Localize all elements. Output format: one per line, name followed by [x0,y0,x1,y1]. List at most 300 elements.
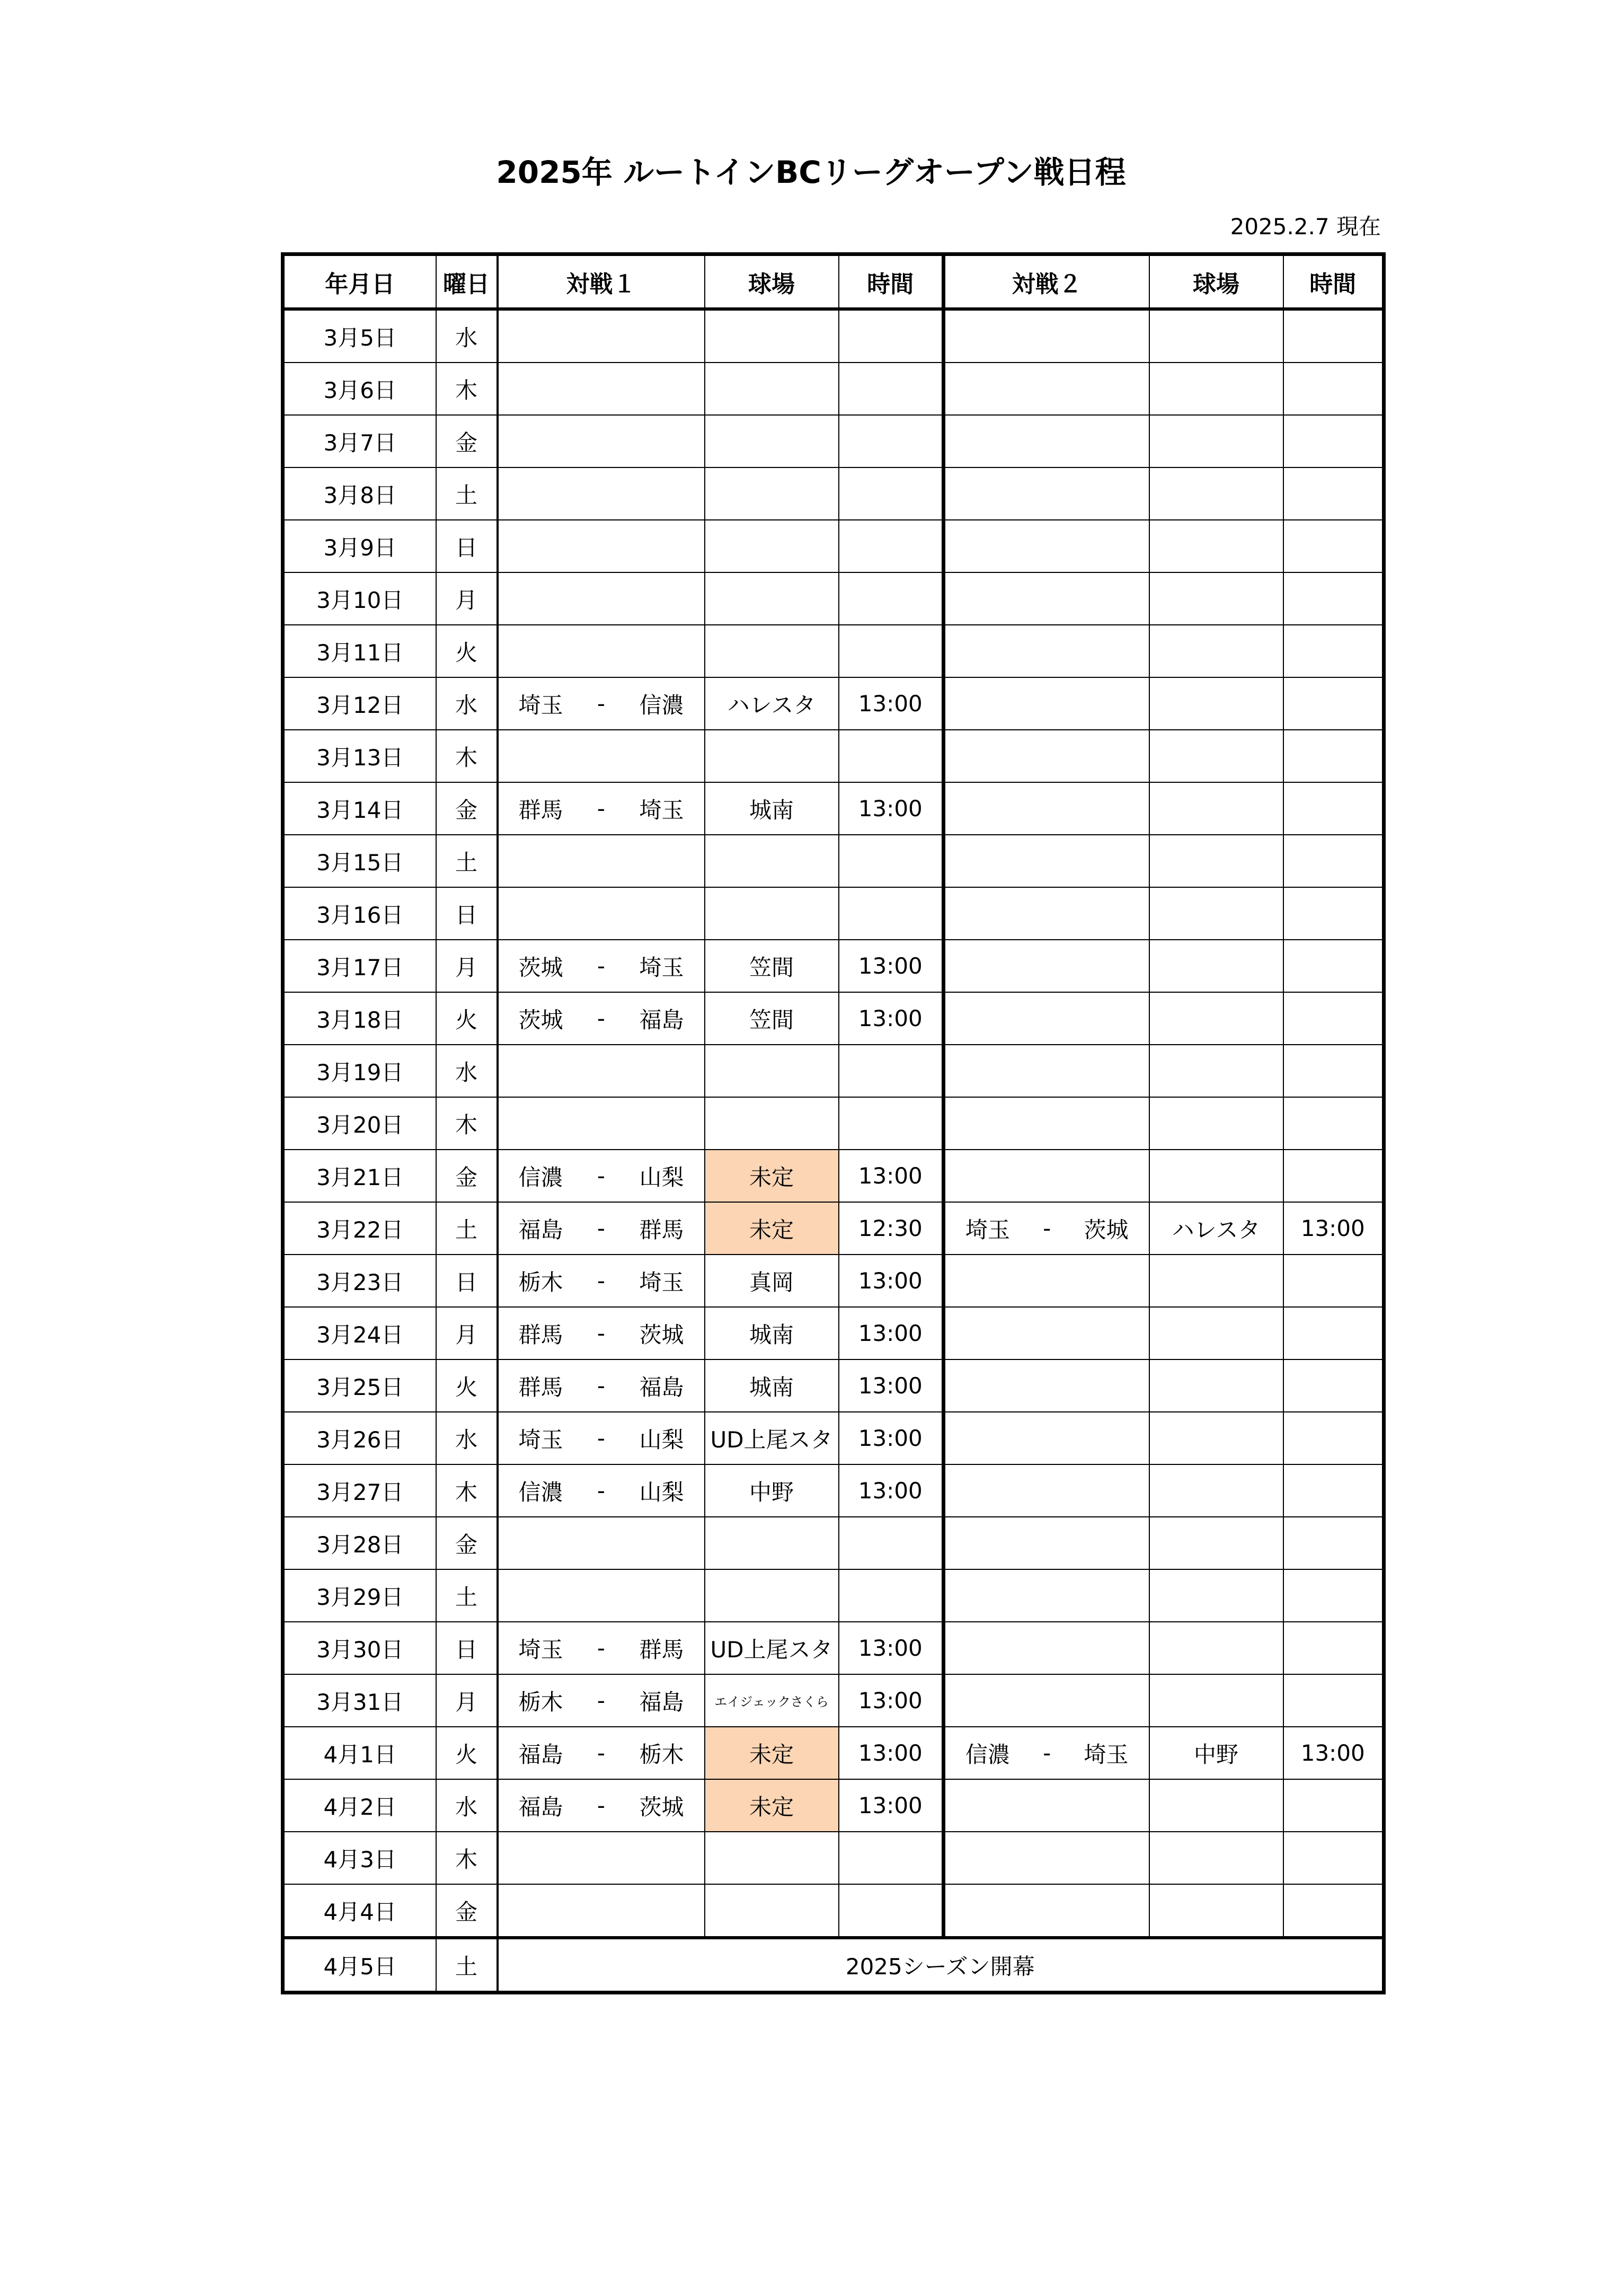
match1-cell [498,363,705,415]
table-row [283,1359,1384,1412]
match1-home-team: 茨城 [518,954,563,981]
weekday-cell: 水 [436,1779,498,1832]
venue1-cell: 真岡 [705,1255,839,1307]
match1-away-team: 福島 [639,1006,684,1033]
weekday-cell: 木 [436,730,498,782]
match2-teams [945,1737,1149,1769]
venue2-cell [1149,1307,1283,1359]
time1-cell: 13:00 [839,1150,944,1202]
weekday-cell: 水 [436,1412,498,1464]
weekday-cell: 木 [436,1464,498,1517]
match1-dash: - [597,1320,606,1346]
time1-cell: 13:00 [839,1464,944,1517]
time2-cell [1283,1150,1384,1202]
weekday-cell: 水 [436,677,498,730]
match1-teams [499,793,704,825]
header-venue2: 球場 [1149,254,1283,310]
match1-away-team: 山梨 [639,1426,684,1453]
match1-cell [498,1832,705,1884]
weekday-cell: 木 [436,1097,498,1150]
table-row [283,1307,1384,1359]
date-cell: 3月26日 [283,1412,436,1464]
match2-cell [944,1412,1149,1464]
time2-cell [1283,520,1384,572]
date-cell: 4月4日 [283,1884,436,1938]
match1-cell [498,1884,705,1938]
match2-cell [944,1832,1149,1884]
venue1-cell: UD上尾スタ [705,1622,839,1674]
time2-cell: 13:00 [1283,1727,1384,1779]
match1-teams [499,1475,704,1507]
match1-dash: - [597,796,606,822]
venue1-cell [705,1569,839,1622]
match2-teams [945,1213,1149,1244]
match2-away-team: 茨城 [1084,1216,1129,1243]
match2-away-team: 埼玉 [1084,1741,1129,1768]
match1-home-team: 埼玉 [518,1426,563,1453]
season-opening-row [283,1938,1384,1993]
match1-home-team: 埼玉 [518,692,563,718]
date-cell: 3月20日 [283,1097,436,1150]
time2-cell [1283,1412,1384,1464]
venue1-cell [705,1517,839,1569]
time1-cell: 13:00 [839,1674,944,1727]
table-row [283,887,1384,940]
table-row [283,835,1384,887]
venue1-cell: 城南 [705,782,839,835]
match2-cell [944,467,1149,520]
match1-cell [498,1307,705,1359]
date-cell: 4月5日 [283,1938,436,1993]
time2-cell [1283,625,1384,677]
time1-cell [839,1097,944,1150]
date-cell: 3月15日 [283,835,436,887]
venue2-cell [1149,1359,1283,1412]
match2-cell [944,1779,1149,1832]
date-cell: 3月9日 [283,520,436,572]
match2-cell [944,1359,1149,1412]
venue1-cell [705,520,839,572]
table-row [283,1045,1384,1097]
venue1-cell [705,572,839,625]
match1-cell [498,1569,705,1622]
date-cell: 3月18日 [283,992,436,1045]
weekday-cell: 土 [436,467,498,520]
venue1-cell: 笠間 [705,992,839,1045]
match1-cell [498,520,705,572]
venue2-cell [1149,415,1283,467]
weekday-cell: 土 [436,835,498,887]
time2-cell [1283,992,1384,1045]
date-cell: 3月21日 [283,1150,436,1202]
time1-cell [839,625,944,677]
venue1-cell [705,467,839,520]
date-cell: 3月14日 [283,782,436,835]
match2-cell [944,992,1149,1045]
match1-cell [498,1464,705,1517]
table-row [283,940,1384,992]
weekday-cell: 日 [436,1622,498,1674]
weekday-cell: 月 [436,940,498,992]
match1-cell [498,1412,705,1464]
table-row [283,1569,1384,1622]
table-row [283,1255,1384,1307]
match1-home-team: 福島 [518,1794,563,1820]
venue1-cell [705,415,839,467]
venue1-cell: 中野 [705,1464,839,1517]
date-cell: 4月1日 [283,1727,436,1779]
match2-cell [944,887,1149,940]
date-cell: 3月24日 [283,1307,436,1359]
table-row [283,520,1384,572]
schedule-table [281,252,1386,1994]
time2-cell [1283,1464,1384,1517]
venue1-cell: UD上尾スタ [705,1412,839,1464]
venue1-cell: 未定 [705,1150,839,1202]
match1-cell [498,835,705,887]
time2-cell: 13:00 [1283,1202,1384,1255]
match2-cell [944,1517,1149,1569]
weekday-cell: 金 [436,1884,498,1938]
weekday-cell: 月 [436,1307,498,1359]
match1-home-team: 埼玉 [518,1636,563,1663]
match2-cell [944,1255,1149,1307]
weekday-cell: 火 [436,1727,498,1779]
match1-cell [498,677,705,730]
as-of-date: 2025.2.7 現在 [1230,214,1381,240]
match1-teams [499,1423,704,1454]
date-cell: 3月16日 [283,887,436,940]
time1-cell [839,309,944,363]
table-row [283,625,1384,677]
time1-cell: 13:00 [839,1622,944,1674]
match1-away-team: 埼玉 [639,954,684,981]
time1-cell: 13:00 [839,1412,944,1464]
match1-dash: - [597,1740,606,1766]
weekday-cell: 月 [436,572,498,625]
match2-cell [944,782,1149,835]
weekday-cell: 火 [436,1359,498,1412]
match2-cell [944,1464,1149,1517]
time2-cell [1283,677,1384,730]
match1-away-team: 群馬 [639,1636,684,1663]
venue2-cell [1149,1622,1283,1674]
match1-cell [498,1255,705,1307]
table-row [283,1097,1384,1150]
match1-home-team: 信濃 [518,1479,563,1505]
date-cell: 3月28日 [283,1517,436,1569]
header-date: 年月日 [283,254,436,310]
venue2-cell [1149,677,1283,730]
time1-cell [839,1045,944,1097]
match1-cell [498,1097,705,1150]
match1-dash: - [597,1478,606,1504]
header-time2: 時間 [1283,254,1384,310]
match2-cell [944,1727,1149,1779]
match1-teams [499,1737,704,1769]
match1-cell [498,1202,705,1255]
weekday-cell: 土 [436,1202,498,1255]
time2-cell [1283,572,1384,625]
time2-cell [1283,1097,1384,1150]
time1-cell: 13:00 [839,940,944,992]
time2-cell [1283,1517,1384,1569]
date-cell: 3月7日 [283,415,436,467]
match1-dash: - [597,953,606,979]
venue2-cell [1149,309,1283,363]
time1-cell [839,730,944,782]
match1-dash: - [597,1425,606,1451]
match2-cell [944,1674,1149,1727]
time1-cell [839,467,944,520]
weekday-cell: 水 [436,1045,498,1097]
match1-cell [498,1622,705,1674]
table-row [283,467,1384,520]
table-row [283,1622,1384,1674]
season-opening-note: 2025シーズン開幕 [498,1938,1384,1993]
match1-teams [499,1265,704,1297]
time1-cell: 13:00 [839,1779,944,1832]
table-row [283,1674,1384,1727]
time2-cell [1283,1045,1384,1097]
table-row [283,730,1384,782]
venue2-cell [1149,940,1283,992]
match1-away-team: 福島 [639,1689,684,1715]
venue2-cell [1149,1412,1283,1464]
match1-cell [498,887,705,940]
match1-teams [499,1370,704,1402]
match2-cell [944,1622,1149,1674]
weekday-cell: 土 [436,1938,498,1993]
match1-dash: - [597,1005,606,1031]
venue1-cell: 未定 [705,1727,839,1779]
time2-cell [1283,887,1384,940]
match1-home-team: 福島 [518,1216,563,1243]
venue1-cell [705,1832,839,1884]
venue2-cell [1149,1464,1283,1517]
match1-cell [498,1517,705,1569]
match1-teams [499,1685,704,1717]
venue1-cell [705,1097,839,1150]
venue1-cell: 笠間 [705,940,839,992]
venue1-cell [705,1884,839,1938]
date-cell: 4月3日 [283,1832,436,1884]
weekday-cell: 土 [436,1569,498,1622]
venue2-cell [1149,1097,1283,1150]
match1-teams [499,1160,704,1192]
weekday-cell: 水 [436,309,498,363]
match1-cell [498,1779,705,1832]
time1-cell: 13:00 [839,1307,944,1359]
time2-cell [1283,467,1384,520]
venue2-cell [1149,363,1283,415]
header-time1: 時間 [839,254,944,310]
match1-teams [499,688,704,720]
date-cell: 3月12日 [283,677,436,730]
match1-teams [499,1790,704,1822]
match2-cell [944,572,1149,625]
match1-cell [498,992,705,1045]
match1-dash: - [597,1268,606,1294]
venue1-cell: エイジェックさくら [705,1674,839,1727]
venue2-cell [1149,1255,1283,1307]
venue1-cell [705,309,839,363]
time2-cell [1283,1569,1384,1622]
match2-cell [944,415,1149,467]
schedule-body [283,309,1384,1993]
time1-cell: 13:00 [839,1727,944,1779]
match2-cell [944,363,1149,415]
match2-cell [944,520,1149,572]
match1-dash: - [597,1688,606,1714]
venue2-cell [1149,1884,1283,1938]
date-cell: 3月11日 [283,625,436,677]
table-row [283,1517,1384,1569]
venue2-cell [1149,1779,1283,1832]
venue2-cell [1149,730,1283,782]
match1-away-team: 福島 [639,1374,684,1400]
time1-cell [839,887,944,940]
venue1-cell: ハレスタ [705,677,839,730]
time1-cell: 12:30 [839,1202,944,1255]
match1-away-team: 埼玉 [639,797,684,823]
time2-cell [1283,415,1384,467]
weekday-cell: 金 [436,1517,498,1569]
venue1-cell [705,887,839,940]
time2-cell [1283,1359,1384,1412]
time2-cell [1283,309,1384,363]
match1-away-team: 茨城 [639,1794,684,1820]
header-match1: 対戦１ [498,254,705,310]
match1-home-team: 信濃 [518,1164,563,1190]
table-row [283,677,1384,730]
weekday-cell: 金 [436,415,498,467]
weekday-cell: 木 [436,1832,498,1884]
date-cell: 3月13日 [283,730,436,782]
match1-teams [499,1632,704,1664]
weekday-cell: 日 [436,887,498,940]
match1-dash: - [597,1792,606,1818]
date-cell: 3月22日 [283,1202,436,1255]
date-cell: 3月27日 [283,1464,436,1517]
time2-cell [1283,1884,1384,1938]
time2-cell [1283,730,1384,782]
table-row [283,1412,1384,1464]
venue2-cell [1149,1150,1283,1202]
header-weekday: 曜日 [436,254,498,310]
match1-cell [498,1150,705,1202]
match1-dash: - [597,691,606,717]
venue1-cell [705,1045,839,1097]
match2-cell [944,309,1149,363]
match2-cell [944,677,1149,730]
match1-teams [499,950,704,982]
match1-home-team: 栃木 [518,1689,563,1715]
venue1-cell: 城南 [705,1359,839,1412]
weekday-cell: 木 [436,363,498,415]
date-cell: 3月31日 [283,1674,436,1727]
page-title: 2025年 ルートインBCリーグオープン戦日程 [496,154,1126,190]
table-row [283,309,1384,363]
time1-cell [839,835,944,887]
match1-home-team: 栃木 [518,1269,563,1295]
time1-cell: 13:00 [839,992,944,1045]
venue2-cell [1149,887,1283,940]
venue2-cell [1149,835,1283,887]
header-row [283,254,1384,310]
time2-cell [1283,782,1384,835]
venue2-cell [1149,625,1283,677]
weekday-cell: 金 [436,1150,498,1202]
table-row [283,1202,1384,1255]
time1-cell [839,572,944,625]
date-cell: 4月2日 [283,1779,436,1832]
time2-cell [1283,1622,1384,1674]
match1-away-team: 群馬 [639,1216,684,1243]
match1-away-team: 信濃 [639,692,684,718]
table-row [283,572,1384,625]
venue2-cell [1149,1517,1283,1569]
date-cell: 3月8日 [283,467,436,520]
match1-teams [499,1003,704,1035]
weekday-cell: 月 [436,1674,498,1727]
table-row [283,1779,1384,1832]
time1-cell: 13:00 [839,1255,944,1307]
venue1-cell [705,835,839,887]
weekday-cell: 日 [436,1255,498,1307]
header-venue1: 球場 [705,254,839,310]
venue2-cell: ハレスタ [1149,1202,1283,1255]
match1-away-team: 埼玉 [639,1269,684,1295]
time2-cell [1283,1307,1384,1359]
venue1-cell: 未定 [705,1202,839,1255]
match2-cell [944,1884,1149,1938]
match2-dash: - [1043,1215,1051,1241]
table-row [283,363,1384,415]
match1-away-team: 山梨 [639,1479,684,1505]
time1-cell: 13:00 [839,782,944,835]
match2-dash: - [1043,1740,1051,1766]
date-cell: 3月19日 [283,1045,436,1097]
venue1-cell: 城南 [705,1307,839,1359]
table-row [283,992,1384,1045]
match1-teams [499,1213,704,1244]
match1-cell [498,730,705,782]
table-row [283,1464,1384,1517]
match2-cell [944,1150,1149,1202]
match2-home-team: 埼玉 [965,1216,1011,1243]
venue2-cell [1149,1832,1283,1884]
match2-cell [944,1307,1149,1359]
match1-home-team: 群馬 [518,1374,563,1400]
match1-cell [498,467,705,520]
header-match2: 対戦２ [944,254,1149,310]
match2-home-team: 信濃 [965,1741,1011,1768]
match1-cell [498,940,705,992]
time1-cell [839,1884,944,1938]
match1-cell [498,1727,705,1779]
venue2-cell: 中野 [1149,1727,1283,1779]
time1-cell [839,415,944,467]
time2-cell [1283,940,1384,992]
match2-cell [944,625,1149,677]
match1-away-team: 山梨 [639,1164,684,1190]
match2-cell [944,730,1149,782]
match1-away-team: 茨城 [639,1321,684,1348]
time1-cell [839,1517,944,1569]
match1-cell [498,309,705,363]
venue2-cell [1149,1045,1283,1097]
